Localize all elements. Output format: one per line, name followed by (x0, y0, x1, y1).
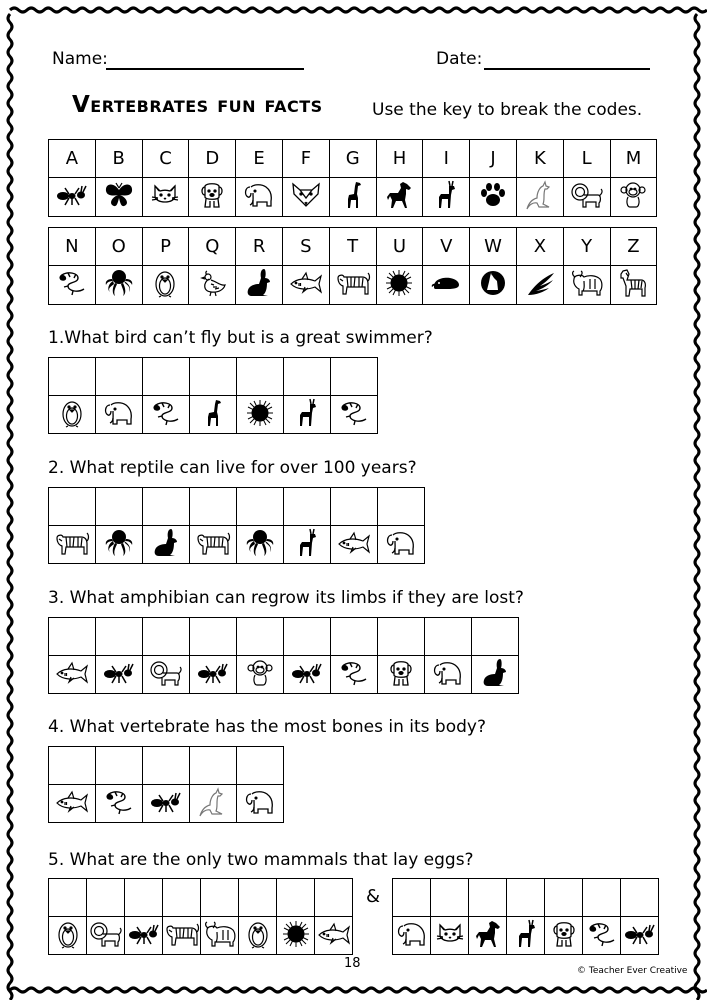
key-letter-q: Q (189, 228, 236, 266)
code-icon-cell (315, 917, 353, 955)
key-icon-cell (142, 178, 189, 217)
ant-icon (623, 921, 657, 951)
answer-box[interactable] (201, 879, 239, 917)
instructions: Use the key to break the codes. (372, 100, 643, 120)
answer-box[interactable] (277, 879, 315, 917)
ant-icon (55, 182, 89, 212)
elephant-icon (242, 181, 276, 213)
rabbit-icon (480, 658, 510, 692)
key-icon-cell (516, 266, 563, 305)
giraffe-icon (202, 398, 224, 432)
kangaroo-icon (525, 180, 555, 214)
key-letter-l: L (563, 140, 610, 178)
code-icon-cell (277, 917, 315, 955)
urchin-icon (245, 398, 275, 432)
question-4: 4. What vertebrate has the most bones in its body? (48, 717, 486, 737)
code-icon-cell (378, 656, 425, 694)
answer-box[interactable] (143, 488, 190, 526)
impala-icon (294, 398, 320, 432)
key-icon-cell (49, 266, 96, 305)
key-letter-s: S (282, 228, 329, 266)
code-icon-cell (393, 917, 431, 955)
code-icon-cell (96, 785, 143, 823)
penguin-icon (59, 398, 85, 432)
penguin-icon (55, 919, 81, 953)
answer-box[interactable] (49, 488, 96, 526)
horse-icon (473, 919, 503, 953)
question-5-code-grid-a (48, 878, 353, 955)
code-icon-cell (284, 656, 331, 694)
key-icon-cell (282, 266, 329, 305)
code-icon-cell (237, 526, 284, 564)
key-letter-o: O (95, 228, 142, 266)
impala-icon (294, 528, 320, 562)
code-icon-cell (49, 526, 96, 564)
key-icon-cell (236, 178, 283, 217)
code-icon-cell (49, 785, 96, 823)
answer-box[interactable] (393, 879, 431, 917)
elephant-icon (431, 659, 465, 691)
question-2-code-grid (48, 487, 425, 564)
key-letter-t: T (329, 228, 376, 266)
elephant-icon (102, 399, 136, 431)
date-label: Date: (436, 49, 483, 69)
question-5: 5. What are the only two mammals that lay eggs? (48, 850, 474, 870)
answer-box[interactable] (284, 488, 331, 526)
tiger-icon (54, 529, 90, 561)
shark-icon (317, 921, 351, 951)
answer-box[interactable] (143, 358, 190, 396)
tiger-icon (195, 529, 231, 561)
key-letter-r: R (236, 228, 283, 266)
answer-box[interactable] (96, 488, 143, 526)
key-icon-cell (423, 178, 470, 217)
code-icon-cell (469, 917, 507, 955)
penguin-icon (245, 919, 271, 953)
key-icon-cell (376, 266, 423, 305)
key-letter-u: U (376, 228, 423, 266)
yak-icon (203, 920, 237, 952)
wolf-icon (478, 268, 508, 302)
key-icon-cell (189, 266, 236, 305)
answer-box[interactable] (331, 618, 378, 656)
impala-icon (513, 919, 539, 953)
answer-box[interactable] (378, 488, 425, 526)
answer-box[interactable] (190, 488, 237, 526)
code-icon-cell (125, 917, 163, 955)
code-icon-cell (143, 526, 190, 564)
newt-icon (338, 399, 370, 431)
answer-box[interactable] (87, 879, 125, 917)
key-letter-i: I (423, 140, 470, 178)
credit-line: © Teacher Ever Creative (577, 966, 688, 976)
tiger-icon (164, 920, 200, 952)
newt-icon (56, 269, 88, 301)
vole-icon (430, 272, 462, 298)
newt-icon (586, 920, 618, 952)
elephant-icon (384, 529, 418, 561)
answer-box[interactable] (49, 358, 96, 396)
rabbit-icon (151, 528, 181, 562)
dog-icon (197, 181, 227, 213)
answer-box[interactable] (507, 879, 545, 917)
code-icon-cell (331, 656, 378, 694)
answer-box[interactable] (143, 618, 190, 656)
fox-icon (290, 182, 322, 212)
question-2: 2. What reptile can live for over 100 years? (48, 458, 417, 478)
key-icon-cell (142, 266, 189, 305)
ant-icon (149, 789, 183, 819)
code-icon-cell (190, 656, 237, 694)
answer-box[interactable] (190, 358, 237, 396)
ant-icon (127, 921, 161, 951)
code-icon-cell (431, 917, 469, 955)
name-field[interactable] (106, 68, 304, 70)
code-key-a-m (48, 139, 657, 217)
answer-box[interactable] (239, 879, 277, 917)
shark-icon (55, 789, 89, 819)
key-icon-cell (470, 266, 517, 305)
answer-box[interactable] (583, 879, 621, 917)
answer-box[interactable] (96, 618, 143, 656)
key-icon-cell (95, 266, 142, 305)
answer-box[interactable] (431, 879, 469, 917)
butterfly-icon (104, 182, 134, 212)
key-icon-cell (610, 266, 657, 305)
answer-box[interactable] (472, 618, 519, 656)
key-icon-cell (563, 266, 610, 305)
zebra-icon (617, 268, 649, 302)
key-icon-cell (423, 266, 470, 305)
question-3-code-grid (48, 617, 519, 694)
answer-box[interactable] (237, 358, 284, 396)
ampersand: & (366, 886, 381, 907)
code-icon-cell (284, 526, 331, 564)
dog-icon (549, 920, 579, 952)
octopus-icon (245, 528, 275, 562)
monkey-icon (245, 659, 275, 691)
key-letter-p: P (142, 228, 189, 266)
code-icon-cell (49, 917, 87, 955)
answer-box[interactable] (469, 879, 507, 917)
answer-box[interactable] (425, 618, 472, 656)
key-letter-w: W (470, 228, 517, 266)
answer-box[interactable] (96, 358, 143, 396)
code-icon-cell (237, 396, 284, 434)
key-letter-n: N (49, 228, 96, 266)
key-icon-cell (563, 178, 610, 217)
answer-box[interactable] (315, 879, 353, 917)
horse-icon (384, 180, 414, 214)
shark-icon (55, 660, 89, 690)
question-3: 3. What amphibian can regrow its limbs if they are lost? (48, 588, 524, 608)
answer-box[interactable] (284, 358, 331, 396)
code-icon-cell (87, 917, 125, 955)
answer-box[interactable] (378, 618, 425, 656)
key-icon-cell (516, 178, 563, 217)
paw-icon (478, 181, 508, 213)
yak-icon (570, 269, 604, 301)
code-icon-cell (378, 526, 425, 564)
question-1-code-grid (48, 357, 378, 434)
answer-box[interactable] (237, 488, 284, 526)
rabbit-icon (244, 268, 274, 302)
question-5-code-grid-b (392, 878, 659, 955)
urchin-icon (281, 919, 311, 953)
key-icon-cell (95, 178, 142, 217)
key-letter-m: M (610, 140, 657, 178)
key-letter-k: K (516, 140, 563, 178)
cat-icon (150, 182, 180, 212)
key-letter-a: A (49, 140, 96, 178)
answer-box[interactable] (49, 879, 87, 917)
urchin-icon (384, 268, 414, 302)
answer-box[interactable] (284, 618, 331, 656)
code-icon-cell (96, 526, 143, 564)
answer-box[interactable] (237, 747, 284, 785)
code-icon-cell (284, 396, 331, 434)
code-icon-cell (190, 785, 237, 823)
answer-box[interactable] (331, 488, 378, 526)
code-icon-cell (621, 917, 659, 955)
code-icon-cell (49, 396, 96, 434)
wing-icon (524, 269, 556, 301)
page-number: 18 (344, 956, 361, 971)
code-icon-cell (163, 917, 201, 955)
code-icon-cell (96, 396, 143, 434)
kangaroo-icon (198, 787, 228, 821)
code-icon-cell (190, 396, 237, 434)
key-letter-x: X (516, 228, 563, 266)
page-title: Vertebrates fun facts (72, 92, 323, 118)
answer-box[interactable] (125, 879, 163, 917)
key-icon-cell (236, 266, 283, 305)
answer-box[interactable] (49, 618, 96, 656)
ant-icon (102, 660, 136, 690)
key-letter-j: J (470, 140, 517, 178)
key-icon-cell (189, 178, 236, 217)
code-icon-cell (237, 656, 284, 694)
tiger-icon (335, 269, 371, 301)
ant-icon (290, 660, 324, 690)
ant-icon (196, 660, 230, 690)
code-icon-cell (237, 785, 284, 823)
question-1: 1.What bird can’t fly but is a great swimmer? (48, 328, 433, 348)
code-key-n-z (48, 227, 657, 305)
lion-icon (570, 181, 604, 213)
key-icon-cell (610, 178, 657, 217)
elephant-icon (243, 788, 277, 820)
key-icon-cell (329, 266, 376, 305)
giraffe-icon (342, 180, 364, 214)
answer-box[interactable] (545, 879, 583, 917)
newt-icon (150, 399, 182, 431)
answer-box[interactable] (237, 618, 284, 656)
answer-box[interactable] (190, 747, 237, 785)
answer-box[interactable] (163, 879, 201, 917)
key-icon-cell (470, 178, 517, 217)
answer-box[interactable] (331, 358, 378, 396)
code-icon-cell (49, 656, 96, 694)
shark-icon (289, 270, 323, 300)
code-icon-cell (583, 917, 621, 955)
cat-icon (435, 921, 465, 951)
code-icon-cell (472, 656, 519, 694)
octopus-icon (104, 268, 134, 302)
impala-icon (433, 180, 459, 214)
date-field[interactable] (484, 68, 650, 70)
key-icon-cell (49, 178, 96, 217)
penguin-icon (152, 268, 178, 302)
code-icon-cell (201, 917, 239, 955)
key-letter-f: F (282, 140, 329, 178)
key-letter-y: Y (563, 228, 610, 266)
monkey-icon (618, 181, 648, 213)
code-icon-cell (331, 526, 378, 564)
code-icon-cell (331, 396, 378, 434)
key-icon-cell (376, 178, 423, 217)
newt-icon (338, 659, 370, 691)
elephant-icon (395, 920, 429, 952)
lion-icon (149, 659, 183, 691)
lion-icon (89, 920, 123, 952)
key-letter-d: D (189, 140, 236, 178)
newt-icon (103, 788, 135, 820)
key-letter-c: C (142, 140, 189, 178)
question-4-code-grid (48, 746, 284, 823)
name-label: Name: (52, 49, 108, 69)
code-icon-cell (425, 656, 472, 694)
answer-box[interactable] (621, 879, 659, 917)
answer-box[interactable] (190, 618, 237, 656)
answer-box[interactable] (143, 747, 190, 785)
key-icon-cell (282, 178, 329, 217)
key-icon-cell (329, 178, 376, 217)
key-letter-h: H (376, 140, 423, 178)
octopus-icon (104, 528, 134, 562)
code-icon-cell (143, 785, 190, 823)
code-icon-cell (143, 396, 190, 434)
key-letter-v: V (423, 228, 470, 266)
answer-box[interactable] (49, 747, 96, 785)
code-icon-cell (545, 917, 583, 955)
answer-box[interactable] (96, 747, 143, 785)
shark-icon (337, 530, 371, 560)
key-letter-b: B (95, 140, 142, 178)
key-letter-z: Z (610, 228, 657, 266)
code-icon-cell (239, 917, 277, 955)
code-icon-cell (507, 917, 545, 955)
code-icon-cell (143, 656, 190, 694)
code-icon-cell (190, 526, 237, 564)
dog-icon (386, 659, 416, 691)
key-letter-g: G (329, 140, 376, 178)
key-letter-e: E (236, 140, 283, 178)
code-icon-cell (96, 656, 143, 694)
quail-icon (197, 269, 227, 301)
